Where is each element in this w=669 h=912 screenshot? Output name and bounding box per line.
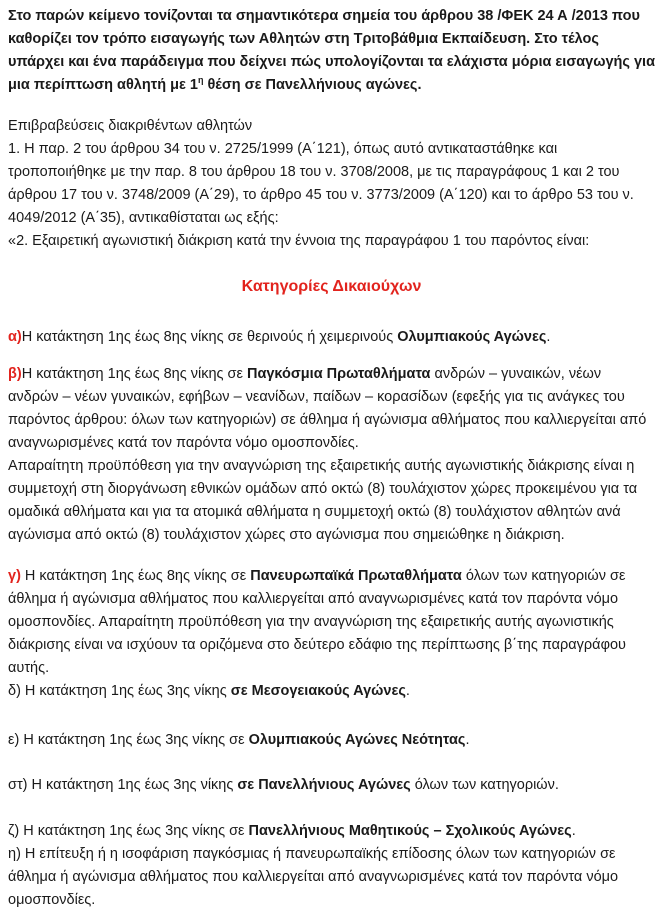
item-alpha-text: Η κατάκτηση 1ης έως 8ης νίκης σε θερινούς ή χειμερινούς — [21, 329, 398, 345]
item-beta-text: Η κατάκτηση 1ης έως 8ης νίκης σε — [21, 366, 247, 382]
item-alpha-marker: α) — [8, 329, 22, 345]
item-delta-end: . — [405, 683, 410, 699]
law-paragraph: 1. Η παρ. 2 του άρθρου 34 του ν. 2725/1999 (Α΄121), όπως αυτό αντικαταστάθηκε και τροποποιήθηκε με την παρ. 8 του άρθρου 18 του ν. 3708/2008, με τις παραγράφους 1 και 2 του άρθρου 17 του ν. 3748/2009 (Α΄29), το άρθρο 45 του ν. 3773/2009 (Α΄120) και το άρθρο 53 του ν. 4049/2012 (Α΄35), αντικαθίσταται ως εξής: — [8, 141, 634, 226]
item-gamma-end: όλων των κατηγοριών σε άθλημα ή αγώνισμα αθλήματος που καλλιεργείται από αναγνωρισμένες κατά τον παρόντα νόμο ομοσπονδίες. Απαραίτητη προϋπόθεση για την αναγνώριση της εξαιρετικής αυτής αγωνιστικής διάκρισης είναι να ισχύουν τα οριζόμενα στο δεύτερο εδάφιο της περίπτωσης β΄της παραγράφου αυτής. — [8, 568, 626, 676]
item-gamma — [8, 565, 655, 680]
item-epsilon-end: . — [465, 732, 470, 748]
item-epsilon — [8, 729, 655, 752]
item-gamma-marker: γ) — [8, 568, 21, 584]
item-gamma-block — [8, 565, 655, 703]
item-beta-note: Απαραίτητη προϋπόθεση για την αναγνώριση της εξαιρετικής αυτής αγωνιστικής διάκρισης είναι η συμμετοχή στη διοργάνωση εθνικών ομάδων από οκτώ (8) τουλάχιστον χώρες προκειμένου για τα ομαδικά αθλήματα και για τα ατομικά αθλήματα η συμμετοχή οκτώ (8) τουλάχιστον αθλητών ανά αγώνισμα από οκτώ (8) τουλάχιστον χώρες στο αγώνισμα που σημειώθηκε η διάκριση. — [8, 458, 638, 543]
section-label: Επιβραβεύσεις διακριθέντων αθλητών — [8, 118, 253, 134]
intro-block — [8, 5, 655, 97]
item-delta-text: δ) Η κατάκτηση 1ης έως 3ης νίκης — [8, 683, 231, 699]
item-zeta-eta-block — [8, 820, 655, 912]
item-beta — [8, 363, 655, 455]
law-block — [8, 115, 655, 253]
item-sigma-tau-bold: σε Πανελλήνιους Αγώνες — [237, 777, 411, 793]
intro-text-2: θέση σε Πανελλήνιους αγώνες. — [203, 77, 422, 93]
item-alpha — [8, 326, 655, 349]
item-alpha-bold: Ολυμπιακούς Αγώνες — [397, 329, 547, 345]
item-epsilon-bold: Ολυμπιακούς Αγώνες Νεότητας — [248, 732, 466, 748]
item-alpha-end: . — [546, 329, 551, 345]
item-delta-bold: σε Μεσογειακούς Αγώνες — [230, 683, 406, 699]
item-beta-end: ανδρών – γυναικών, νέων ανδρών – νέων γυναικών, εφήβων – νεανίδων, παίδων – κορασίδων (εφεξής για τις ανάγκες του παρόντος άρθρου: όλων των κατηγοριών) σε άθλημα ή αγώνισμα αθλήματος που καλλιεργείται από αναγνωρισμένες κατά τον παρόντα νόμο ομοσπονδίες. — [8, 366, 647, 451]
item-zeta — [8, 820, 655, 843]
ordinal-superscript: η — [197, 75, 204, 86]
item-sigma-tau-end: όλων των κατηγοριών. — [410, 777, 559, 793]
item-beta-bold: Παγκόσμια Πρωταθλήματα — [246, 366, 431, 382]
intro-paragraph — [8, 5, 655, 97]
item-gamma-bold: Πανευρωπαϊκά Πρωταθλήματα — [250, 568, 462, 584]
categories-heading: Κατηγορίες Δικαιούχων — [241, 278, 422, 295]
item-eta: η) Η επίτευξη ή η ισοφάριση παγκόσμιας ή πανευρωπαϊκής επίδοσης όλων των κατηγοριών σε άθλημα ή αγώνισμα αθλήματος που καλλιεργείται από αναγνωρισμένες κατά τον παρόντα νόμο ομοσπονδίες. — [8, 846, 619, 908]
item-epsilon-text: ε) Η κατάκτηση 1ης έως 3ης νίκης σε — [8, 732, 249, 748]
item-delta — [8, 680, 655, 703]
item-zeta-bold: Πανελλήνιους Μαθητικούς – Σχολικούς Αγώνες — [248, 823, 572, 839]
item-beta-marker: β) — [8, 366, 22, 382]
item-zeta-end: . — [571, 823, 576, 839]
item-sigma-tau — [8, 774, 655, 797]
quote-lead-paragraph: «2. Εξαιρετική αγωνιστική διάκριση κατά την έννοια της παραγράφου 1 του παρόντος είναι: — [8, 233, 590, 249]
item-gamma-text: Η κατάκτηση 1ης έως 8ης νίκης σε — [20, 568, 251, 584]
intro-text-1: Στο παρών κείμενο τονίζονται τα σημαντικότερα σημεία του άρθρου 38 /ΦΕΚ 24 Α /2013 που καθορίζει τον τρόπο εισαγωγής των Αθλητών στη Τριτοβάθμια Εκπαίδευση. Στο τέλος υπάρχει και ένα παράδειγμα που δείχνει πώς υπολογίζονται τα ελάχιστα μόρια εισαγωγής για μια περίπτωση αθλητή με 1 — [8, 8, 655, 93]
item-zeta-text: ζ) Η κατάκτηση 1ης έως 3ης νίκης σε — [8, 823, 249, 839]
item-sigma-tau-text: στ) Η κατάκτηση 1ης έως 3ης νίκης — [8, 777, 238, 793]
item-beta-block — [8, 363, 655, 547]
